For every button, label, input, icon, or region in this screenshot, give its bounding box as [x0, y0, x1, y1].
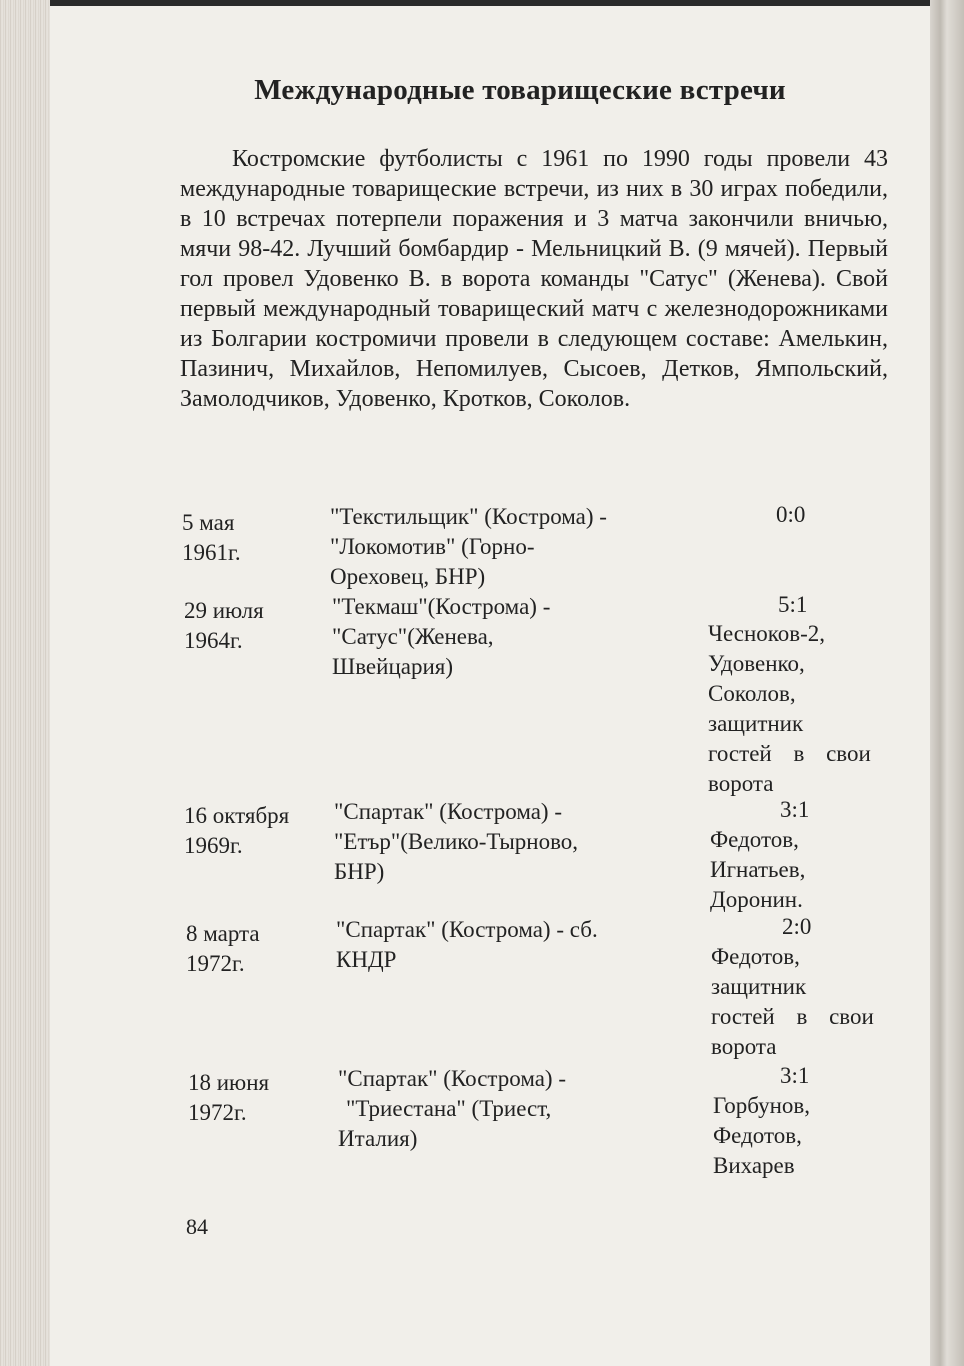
match-date: 29 июля 1964г.	[184, 598, 264, 653]
match-date: 8 марта 1972г.	[186, 921, 260, 976]
page-number: 84	[186, 1214, 208, 1239]
match-teams: "Текмаш"(Кострома) - "Сатус"(Женева, Швейцария)	[332, 594, 551, 679]
page-stack-right-edge	[930, 0, 964, 1366]
match-scorers: Федотов, Игнатьев, Доронин.	[710, 827, 806, 912]
page-title: Международные товарищеские встречи	[254, 74, 786, 106]
match-score: 3:1	[780, 797, 810, 822]
match-date: 5 мая 1961г.	[182, 510, 241, 565]
match-score: 5:1	[778, 592, 808, 617]
match-score: 3:1	[780, 1063, 810, 1088]
match-score: 2:0	[782, 914, 812, 939]
intro-paragraph: Костромские футболисты с 1961 по 1990 годы провели 43 международные товарищеские встречи, из них в 30 играх победили, в 10 встречах потерпели поражения и 3 матча закончили вничью, мячи 98-42. Лучший бомбардир - Мельницкий В. (9 мячей). Первый гол провел Удовенко В. в ворота команды "Сатус" (Женева). Свой первый международный товарищеский матч с железнодорожниками из Болгарии костромичи провели в следующем составе: Амелькин, Пазинич, Михайлов, Непомилуев, Сысоев, Детков, Ямпольский, Замолодчиков, Удовенко, Кротков, Соколов.	[180, 146, 888, 412]
match-date: 16 октября 1969г.	[184, 803, 290, 858]
match-teams: "Текстильщик" (Кострома) - "Локомотив" (Горно- Ореховец, БНР)	[330, 504, 607, 589]
match-scorers: Горбунов, Федотов, Вихарев	[713, 1093, 811, 1178]
match-scorers: Чесноков-2, Удовенко, Соколов, защитник гостей в свои ворота	[708, 621, 871, 796]
match-score: 0:0	[776, 502, 806, 527]
match-teams: "Спартак" (Кострома) - "Триестана" (Триест, Италия)	[338, 1066, 567, 1151]
page-stack-left-edge	[0, 0, 50, 1366]
match-date: 18 июня 1972г.	[188, 1070, 270, 1125]
match-teams: "Спартак" (Кострома) - "Етър"(Велико-Тырново, БНР)	[334, 799, 579, 884]
scan-top-edge	[0, 0, 964, 6]
match-scorers: Федотов, защитник гостей в свои ворота	[711, 944, 874, 1059]
match-teams: "Спартак" (Кострома) - сб. КНДР	[336, 917, 598, 972]
